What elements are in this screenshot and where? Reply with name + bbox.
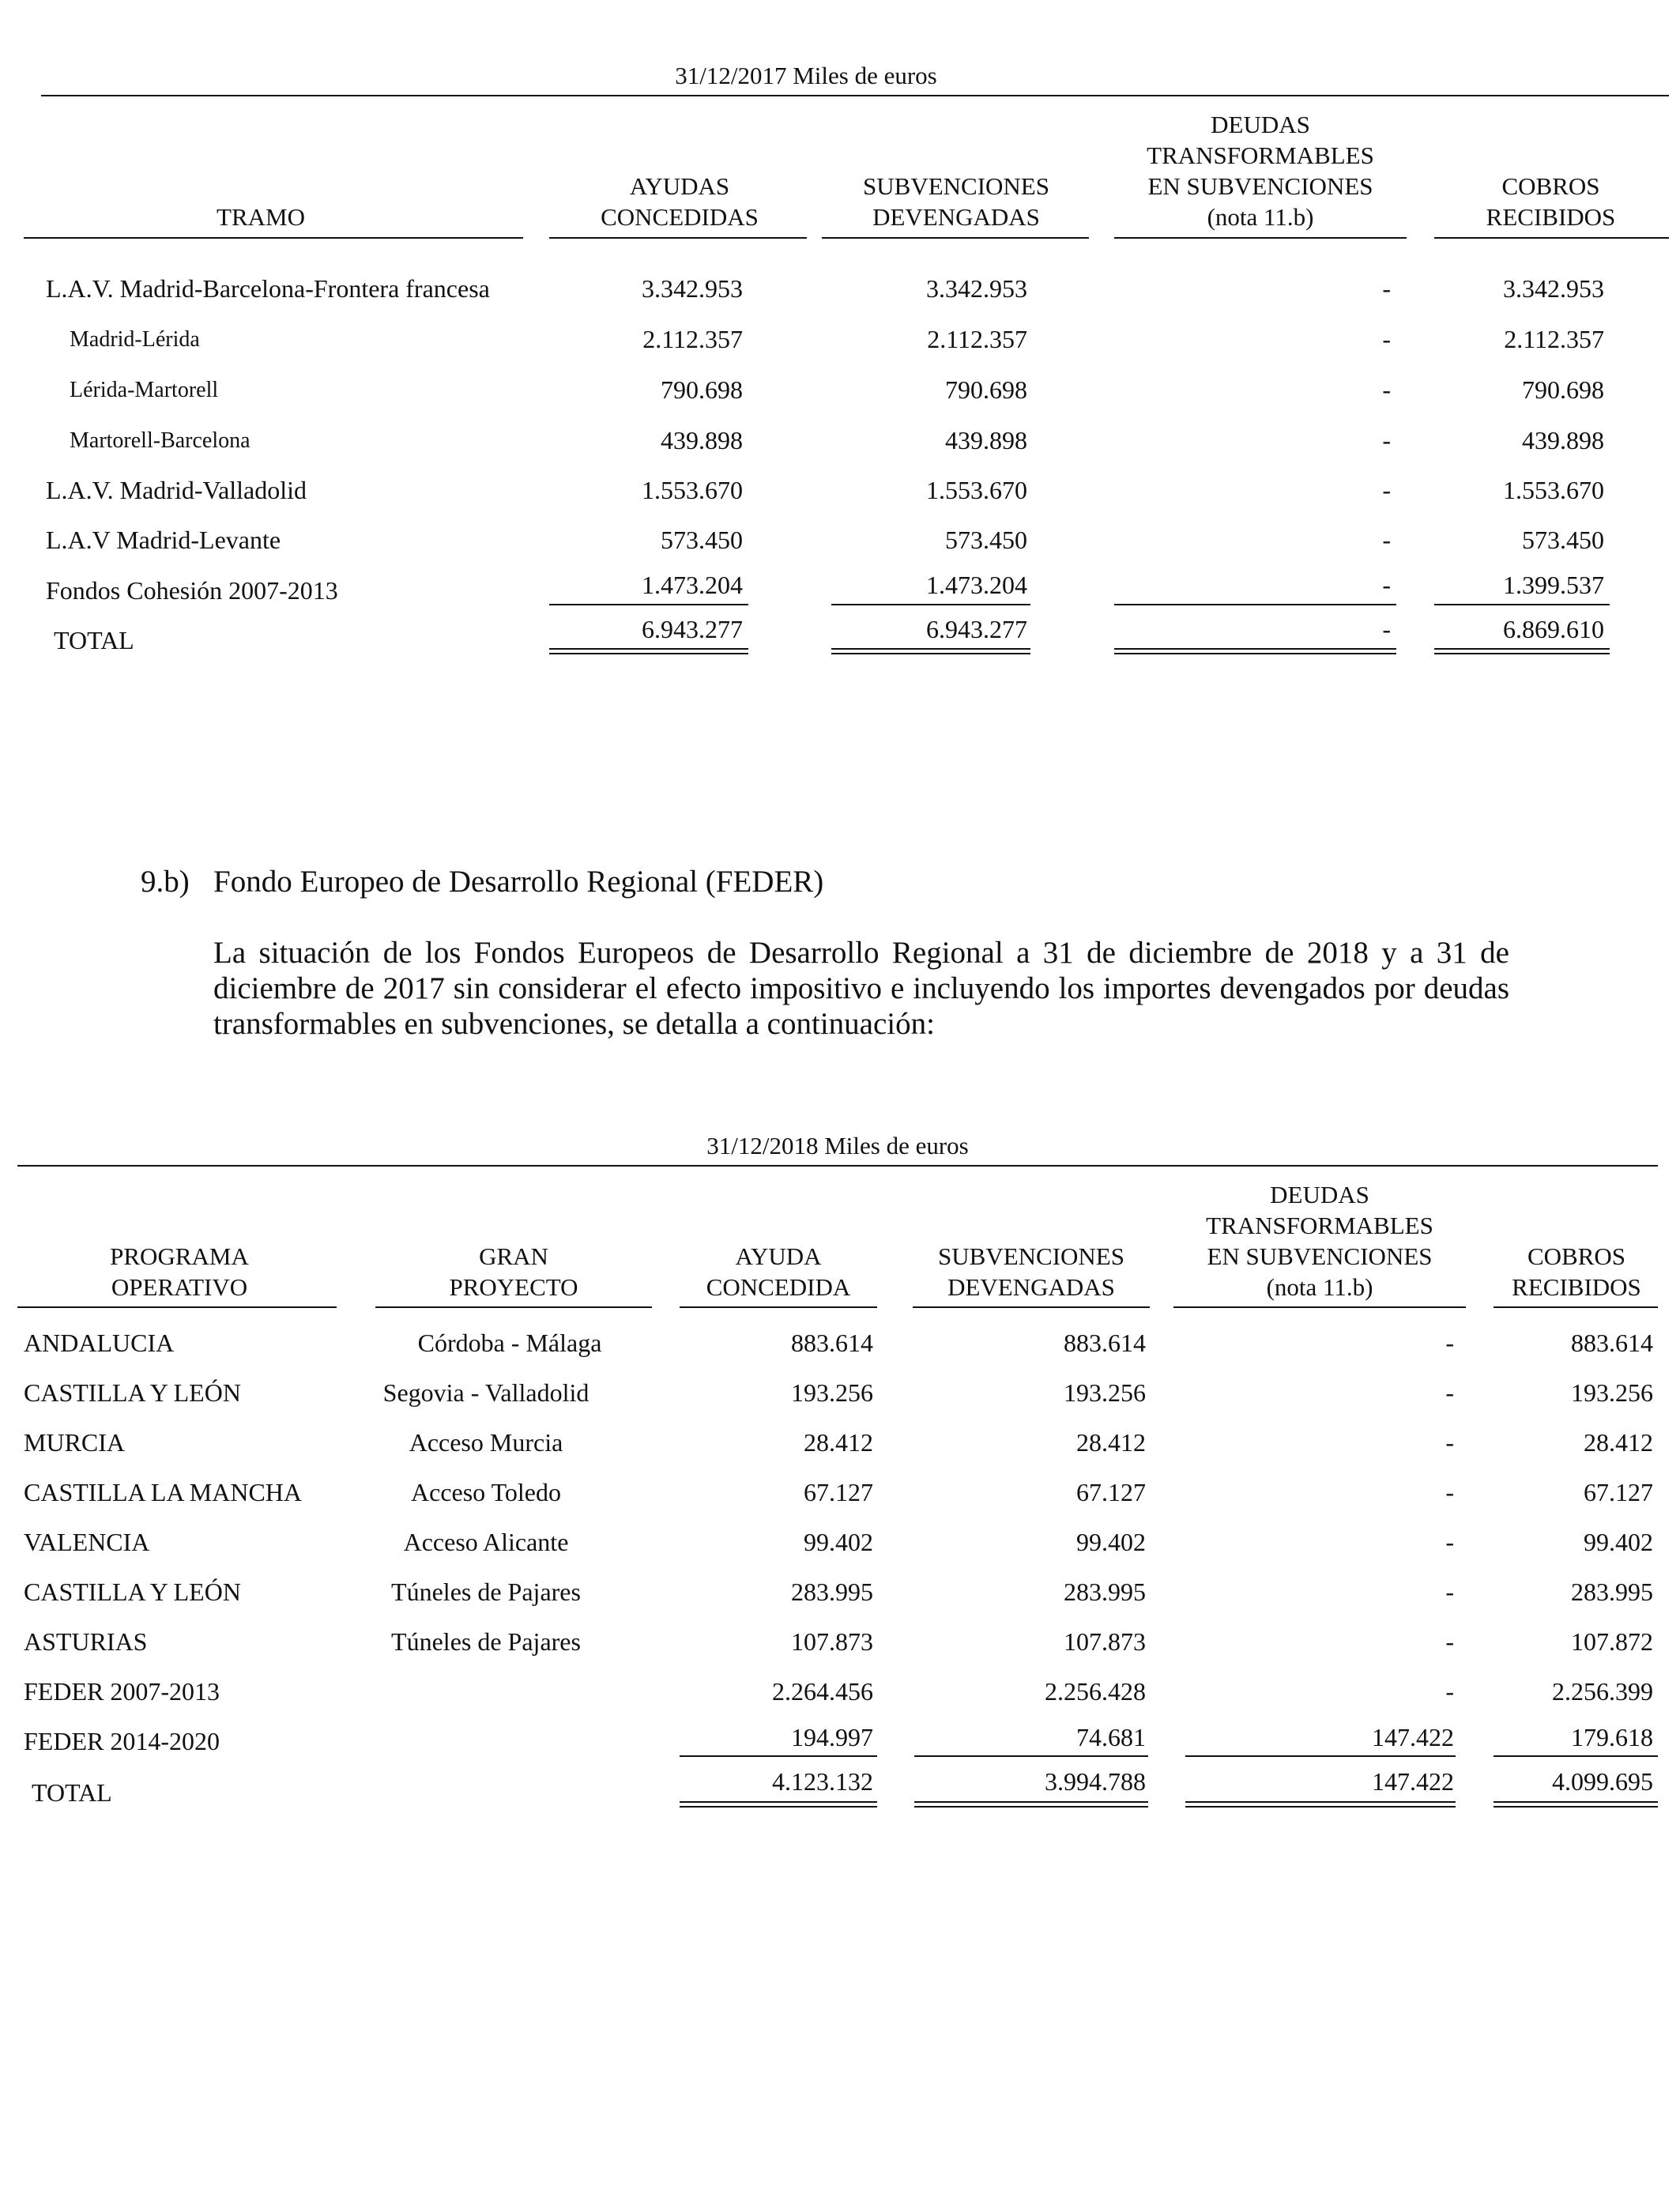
cell-deudas: - (1445, 1677, 1454, 1706)
total-ayuda: 4.123.132 (772, 1767, 873, 1796)
cell-programa: VALENCIA (24, 1528, 150, 1556)
cell-programa: CASTILLA Y LEÓN (24, 1378, 241, 1407)
caption-rule (41, 95, 1669, 96)
subtotal-rule (1494, 1755, 1658, 1757)
subtotal-rule (1185, 1755, 1456, 1757)
header-rule (1114, 237, 1407, 239)
header-ayudas: AYUDAS CONCEDIDAS (601, 172, 759, 231)
cell-deudas: - (1445, 1478, 1454, 1506)
header-rule (680, 1306, 877, 1308)
total-double-rule (831, 648, 1030, 654)
cell-subvenciones: 573.450 (945, 526, 1027, 554)
cell-programa: ASTURIAS (24, 1627, 148, 1656)
row-label: Martorell-Barcelona (70, 428, 250, 453)
cell-ayudas: 2.112.357 (642, 325, 743, 353)
cell-cobros: 439.898 (1522, 426, 1604, 454)
cell-proyecto: Acceso Toledo (411, 1478, 561, 1506)
cell-deudas: - (1382, 325, 1391, 353)
cell-ayudas: 1.473.204 (642, 571, 743, 599)
row-label: Lérida-Martorell (70, 378, 219, 402)
header-cobros: COBROS RECIBIDOS (1512, 1242, 1641, 1301)
table-caption: 31/12/2018 Miles de euros (706, 1132, 969, 1159)
total-subvenciones: 6.943.277 (926, 615, 1027, 643)
total-deudas: - (1382, 615, 1391, 643)
cell-ayuda: 193.256 (791, 1378, 873, 1407)
section-paragraph: La situación de los Fondos Europeos de Desarrollo Regional a 31 de diciembre de 2018 y a 31 de diciembre de 2017 sin considerar el efecto impositivo e incluyendo los importes devengados por deudas transformables en subvenciones, se detalla a continuación: (213, 936, 1509, 1041)
cell-subvenciones: 99.402 (1076, 1528, 1146, 1556)
section-title: Fondo Europeo de Desarrollo Regional (FEDER) (213, 865, 824, 899)
cell-ayudas: 790.698 (661, 375, 743, 404)
cell-programa: CASTILLA Y LEÓN (24, 1578, 241, 1606)
total-double-rule (1185, 1801, 1456, 1808)
cell-ayudas: 3.342.953 (642, 274, 743, 303)
cell-subvenciones: 1.473.204 (926, 571, 1027, 599)
total-double-rule (1434, 648, 1610, 654)
cell-ayudas: 573.450 (661, 526, 743, 554)
cell-cobros: 573.450 (1522, 526, 1604, 554)
cell-cobros: 790.698 (1522, 375, 1604, 404)
cell-subvenciones: 2.112.357 (927, 325, 1027, 353)
cell-proyecto: Acceso Murcia (409, 1428, 563, 1457)
total-double-rule (1494, 1801, 1658, 1808)
total-cobros: 6.869.610 (1503, 615, 1604, 643)
cell-cobros: 67.127 (1584, 1478, 1653, 1506)
cell-cobros: 883.614 (1571, 1329, 1653, 1357)
cell-cobros: 2.112.357 (1504, 325, 1604, 353)
cell-ayuda: 107.873 (791, 1627, 873, 1656)
cell-subvenciones: 74.681 (1076, 1723, 1146, 1751)
cell-cobros: 179.618 (1571, 1723, 1653, 1751)
cell-subvenciones: 193.256 (1064, 1378, 1146, 1407)
table-caption: 31/12/2017 Miles de euros (675, 62, 937, 89)
cell-programa: FEDER 2007-2013 (24, 1677, 220, 1706)
cell-programa: FEDER 2014-2020 (24, 1727, 220, 1755)
header-rule (24, 237, 523, 239)
cell-subvenciones: 883.614 (1064, 1329, 1146, 1357)
subtotal-rule (1434, 604, 1610, 605)
cell-ayudas: 1.553.670 (642, 476, 743, 504)
cell-programa: ANDALUCIA (24, 1329, 175, 1357)
total-label: TOTAL (54, 626, 134, 654)
cell-proyecto: Córdoba - Málaga (417, 1329, 602, 1357)
cell-deudas: - (1382, 571, 1391, 599)
cell-subvenciones: 3.342.953 (926, 274, 1027, 303)
cell-cobros: 1.399.537 (1503, 571, 1604, 599)
row-label: L.A.V. Madrid-Valladolid (46, 476, 307, 504)
subtotal-rule (1114, 604, 1396, 605)
header-rule (549, 237, 807, 239)
header-cobros: COBROS RECIBIDOS (1486, 172, 1616, 231)
cell-subvenciones: 1.553.670 (926, 476, 1027, 504)
header-ayuda: AYUDA CONCEDIDA (706, 1242, 851, 1301)
cell-ayuda: 67.127 (804, 1478, 873, 1506)
total-deudas: 147.422 (1372, 1767, 1454, 1796)
caption-rule (17, 1165, 1658, 1167)
cell-deudas: - (1382, 526, 1391, 554)
cell-subvenciones: 283.995 (1064, 1578, 1146, 1606)
cell-cobros: 1.553.670 (1503, 476, 1604, 504)
subtotal-rule (680, 1755, 877, 1757)
row-label: Madrid-Lérida (70, 327, 200, 352)
row-label: L.A.V Madrid-Levante (46, 526, 281, 554)
cell-proyecto: Túneles de Pajares (391, 1627, 581, 1656)
cell-proyecto: Segovia - Valladolid (382, 1378, 590, 1407)
header-rule (913, 1306, 1150, 1308)
header-proyecto: GRAN PROYECTO (449, 1242, 578, 1301)
cell-deudas: - (1445, 1329, 1454, 1357)
total-double-rule (549, 648, 748, 654)
cell-ayuda: 883.614 (791, 1329, 873, 1357)
subtotal-rule (549, 604, 748, 605)
cell-ayuda: 28.412 (804, 1428, 873, 1457)
cell-deudas: - (1445, 1627, 1454, 1656)
cell-ayudas: 439.898 (661, 426, 743, 454)
header-rule (1494, 1306, 1658, 1308)
cell-deudas: - (1445, 1578, 1454, 1606)
cell-subvenciones: 107.873 (1064, 1627, 1146, 1656)
cell-subvenciones: 28.412 (1076, 1428, 1146, 1457)
row-label: Fondos Cohesión 2007-2013 (46, 576, 338, 605)
cell-deudas: - (1382, 274, 1391, 303)
cell-subvenciones: 439.898 (945, 426, 1027, 454)
cell-ayuda: 99.402 (804, 1528, 873, 1556)
cell-cobros: 193.256 (1571, 1378, 1653, 1407)
cell-deudas: - (1382, 426, 1391, 454)
header-rule (1173, 1306, 1466, 1308)
header-subvenciones: SUBVENCIONES DEVENGADAS (863, 172, 1049, 231)
cell-subvenciones: 67.127 (1076, 1478, 1146, 1506)
cell-cobros: 107.872 (1571, 1627, 1653, 1656)
cell-cobros: 99.402 (1584, 1528, 1653, 1556)
header-deudas: DEUDAS TRANSFORMABLES EN SUBVENCIONES (nota 11.b) (1206, 1181, 1433, 1301)
cell-programa: MURCIA (24, 1428, 126, 1457)
cell-deudas: - (1382, 476, 1391, 504)
cell-subvenciones: 2.256.428 (1045, 1677, 1146, 1706)
cell-subvenciones: 790.698 (945, 375, 1027, 404)
cell-cobros: 2.256.399 (1552, 1677, 1653, 1706)
cell-ayuda: 194.997 (791, 1723, 873, 1751)
total-double-rule (914, 1801, 1148, 1808)
cell-programa: CASTILLA LA MANCHA (24, 1478, 303, 1506)
cell-proyecto: Acceso Alicante (403, 1528, 569, 1556)
total-cobros: 4.099.695 (1552, 1767, 1653, 1796)
cell-ayuda: 2.264.456 (772, 1677, 873, 1706)
header-deudas: DEUDAS TRANSFORMABLES EN SUBVENCIONES (nota 11.b) (1147, 111, 1374, 231)
cell-deudas: - (1382, 375, 1391, 404)
header-subvenciones: SUBVENCIONES DEVENGADAS (938, 1242, 1124, 1301)
total-double-rule (680, 1801, 877, 1808)
total-label: TOTAL (32, 1778, 112, 1807)
cell-ayuda: 283.995 (791, 1578, 873, 1606)
section-number: 9.b) (141, 865, 190, 899)
subtotal-rule (831, 604, 1030, 605)
header-tramo: TRAMO (217, 203, 305, 231)
total-ayudas: 6.943.277 (642, 615, 743, 643)
subtotal-rule (914, 1755, 1148, 1757)
header-rule (1434, 237, 1669, 239)
header-rule (375, 1306, 652, 1308)
header-rule (822, 237, 1089, 239)
row-label: L.A.V. Madrid-Barcelona-Frontera francesa (46, 274, 490, 303)
total-double-rule (1114, 648, 1396, 654)
cell-cobros: 3.342.953 (1503, 274, 1604, 303)
cell-deudas: - (1445, 1378, 1454, 1407)
cell-deudas: - (1445, 1428, 1454, 1457)
cell-proyecto: Túneles de Pajares (391, 1578, 581, 1606)
total-subvenciones: 3.994.788 (1045, 1767, 1146, 1796)
cell-cobros: 28.412 (1584, 1428, 1653, 1457)
header-rule (17, 1306, 337, 1308)
cell-deudas: 147.422 (1372, 1723, 1454, 1751)
cell-deudas: - (1445, 1528, 1454, 1556)
header-programa: PROGRAMA OPERATIVO (110, 1242, 249, 1301)
cell-cobros: 283.995 (1571, 1578, 1653, 1606)
